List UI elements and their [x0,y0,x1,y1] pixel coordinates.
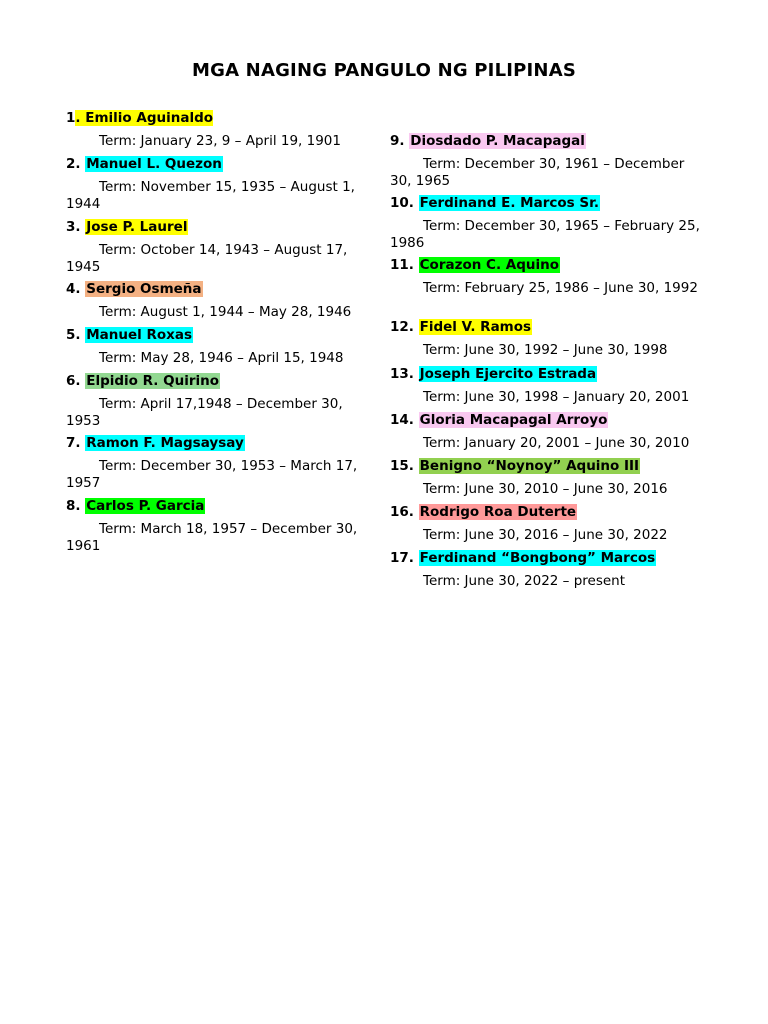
president-name: Jose P. Laurel [86,219,188,235]
president-entry [66,110,366,150]
president-entry [390,319,700,359]
number-separator: . [408,412,419,428]
number-separator: . [408,319,419,335]
president-number: 9 [390,133,400,149]
president-name: Gloria Macapagal Arroyo [419,412,608,428]
president-term: Term: June 30, 1992 – June 30, 1998 [423,342,668,358]
president-term: Term: June 30, 2010 – June 30, 2016 [423,481,668,497]
president-term: Term: April 17,1948 – December 30, 1953 [66,396,343,429]
president-name: Sergio Osmeña [86,281,202,297]
president-entry [66,327,366,367]
president-term: Term: March 18, 1957 – December 30, 1961 [66,521,358,554]
president-name-line [66,498,366,514]
president-number: 8 [66,498,76,514]
number-separator: . [408,195,419,211]
president-name: Rodrigo Roa Duterte [419,504,577,520]
number-separator: . [408,504,419,520]
president-entry [66,498,366,554]
president-number: 6 [66,373,76,389]
president-term: Term: August 1, 1944 – May 28, 1946 [99,304,352,320]
president-entry [66,435,366,491]
president-term: Term: January 20, 2001 – June 30, 2010 [423,435,690,451]
president-term: Term: October 14, 1943 – August 17, 1945 [66,242,348,275]
president-name-line [66,110,366,126]
president-term: Term: June 30, 2016 – June 30, 2022 [423,527,668,543]
president-entry [390,458,700,498]
president-term: Term: December 30, 1965 – February 25, 1986 [390,218,700,251]
president-number: 12 [390,319,409,335]
president-name: Manuel Roxas [86,327,193,343]
president-term: Term: December 30, 1953 – March 17, 1957 [66,458,358,491]
president-name-line [66,373,366,389]
number-separator: . [399,133,410,149]
president-number: 7 [66,435,76,451]
president-number: 11 [390,257,409,273]
president-entry [66,373,366,429]
president-name-line [390,458,700,474]
president-entry [66,156,366,212]
president-entry [390,504,700,544]
president-name: Fidel V. Ramos [419,319,532,335]
number-separator: . [75,435,86,451]
president-entry [390,195,700,251]
number-separator: . [408,257,419,273]
number-separator: . [75,219,86,235]
president-number: 14 [390,412,409,428]
president-name-line [66,327,366,343]
president-term: Term: November 15, 1935 – August 1, 1944 [66,179,355,212]
president-term: Term: February 25, 1986 – June 30, 1992 [423,280,698,296]
president-term: Term: May 28, 1946 – April 15, 1948 [99,350,344,366]
president-number: 15 [390,458,409,474]
number-separator: . [75,498,86,514]
president-number: 5 [66,327,76,343]
president-name-line [390,133,700,149]
president-name: Manuel L. Quezon [86,156,222,172]
president-term: Term: June 30, 1998 – January 20, 2001 [423,389,690,405]
number-separator: . [75,373,86,389]
president-number: 13 [390,366,409,382]
president-name: Corazon C. Aquino [419,257,560,273]
number-separator: . [408,458,419,474]
highlight-wrap [75,110,213,126]
president-entry [390,366,700,406]
president-name: Ferdinand E. Marcos Sr. [419,195,599,211]
president-name: Benigno “Noynoy” Aquino III [419,458,640,474]
president-entry [390,133,700,189]
president-entry [390,257,700,297]
president-name-line [390,195,700,211]
president-name-line [390,366,700,382]
president-number: 4 [66,281,76,297]
president-name: Ferdinand “Bongbong” Marcos [419,550,656,566]
president-entry [390,550,700,590]
president-entry [390,412,700,452]
president-number: 10 [390,195,409,211]
president-term: Term: December 30, 1961 – December 30, 1965 [390,156,685,189]
number-separator: . [75,281,86,297]
number-separator: . [408,366,419,382]
president-name: Emilio Aguinaldo [85,110,214,126]
president-name-line [66,219,366,235]
number-separator: . [408,550,419,566]
president-number: 16 [390,504,409,520]
president-number: 3 [66,219,76,235]
president-name-line [390,550,700,566]
president-name: Diosdado P. Macapagal [410,133,585,149]
president-name-line [390,504,700,520]
president-term: Term: June 30, 2022 – present [423,573,626,589]
president-entry [66,281,366,321]
president-term: Term: January 23, 9 – April 19, 1901 [99,133,341,149]
number-separator: . [75,327,86,343]
president-number: 17 [390,550,409,566]
president-name-line [66,435,366,451]
president-number: 2 [66,156,76,172]
president-name-line [66,281,366,297]
president-name-line [390,257,700,273]
president-name: Joseph Ejercito Estrada [419,366,597,382]
number-separator: . [75,110,86,126]
number-separator: . [75,156,86,172]
document-title: MGA NAGING PANGULO NG PILIPINAS [192,60,576,81]
president-name-line [390,412,700,428]
president-name: Elpidio R. Quirino [86,373,220,389]
president-name-line [66,156,366,172]
president-entry [66,219,366,275]
president-name: Ramon F. Magsaysay [86,435,244,451]
president-name: Carlos P. Garcia [86,498,205,514]
president-number: 1 [66,110,76,126]
president-name-line [390,319,700,335]
